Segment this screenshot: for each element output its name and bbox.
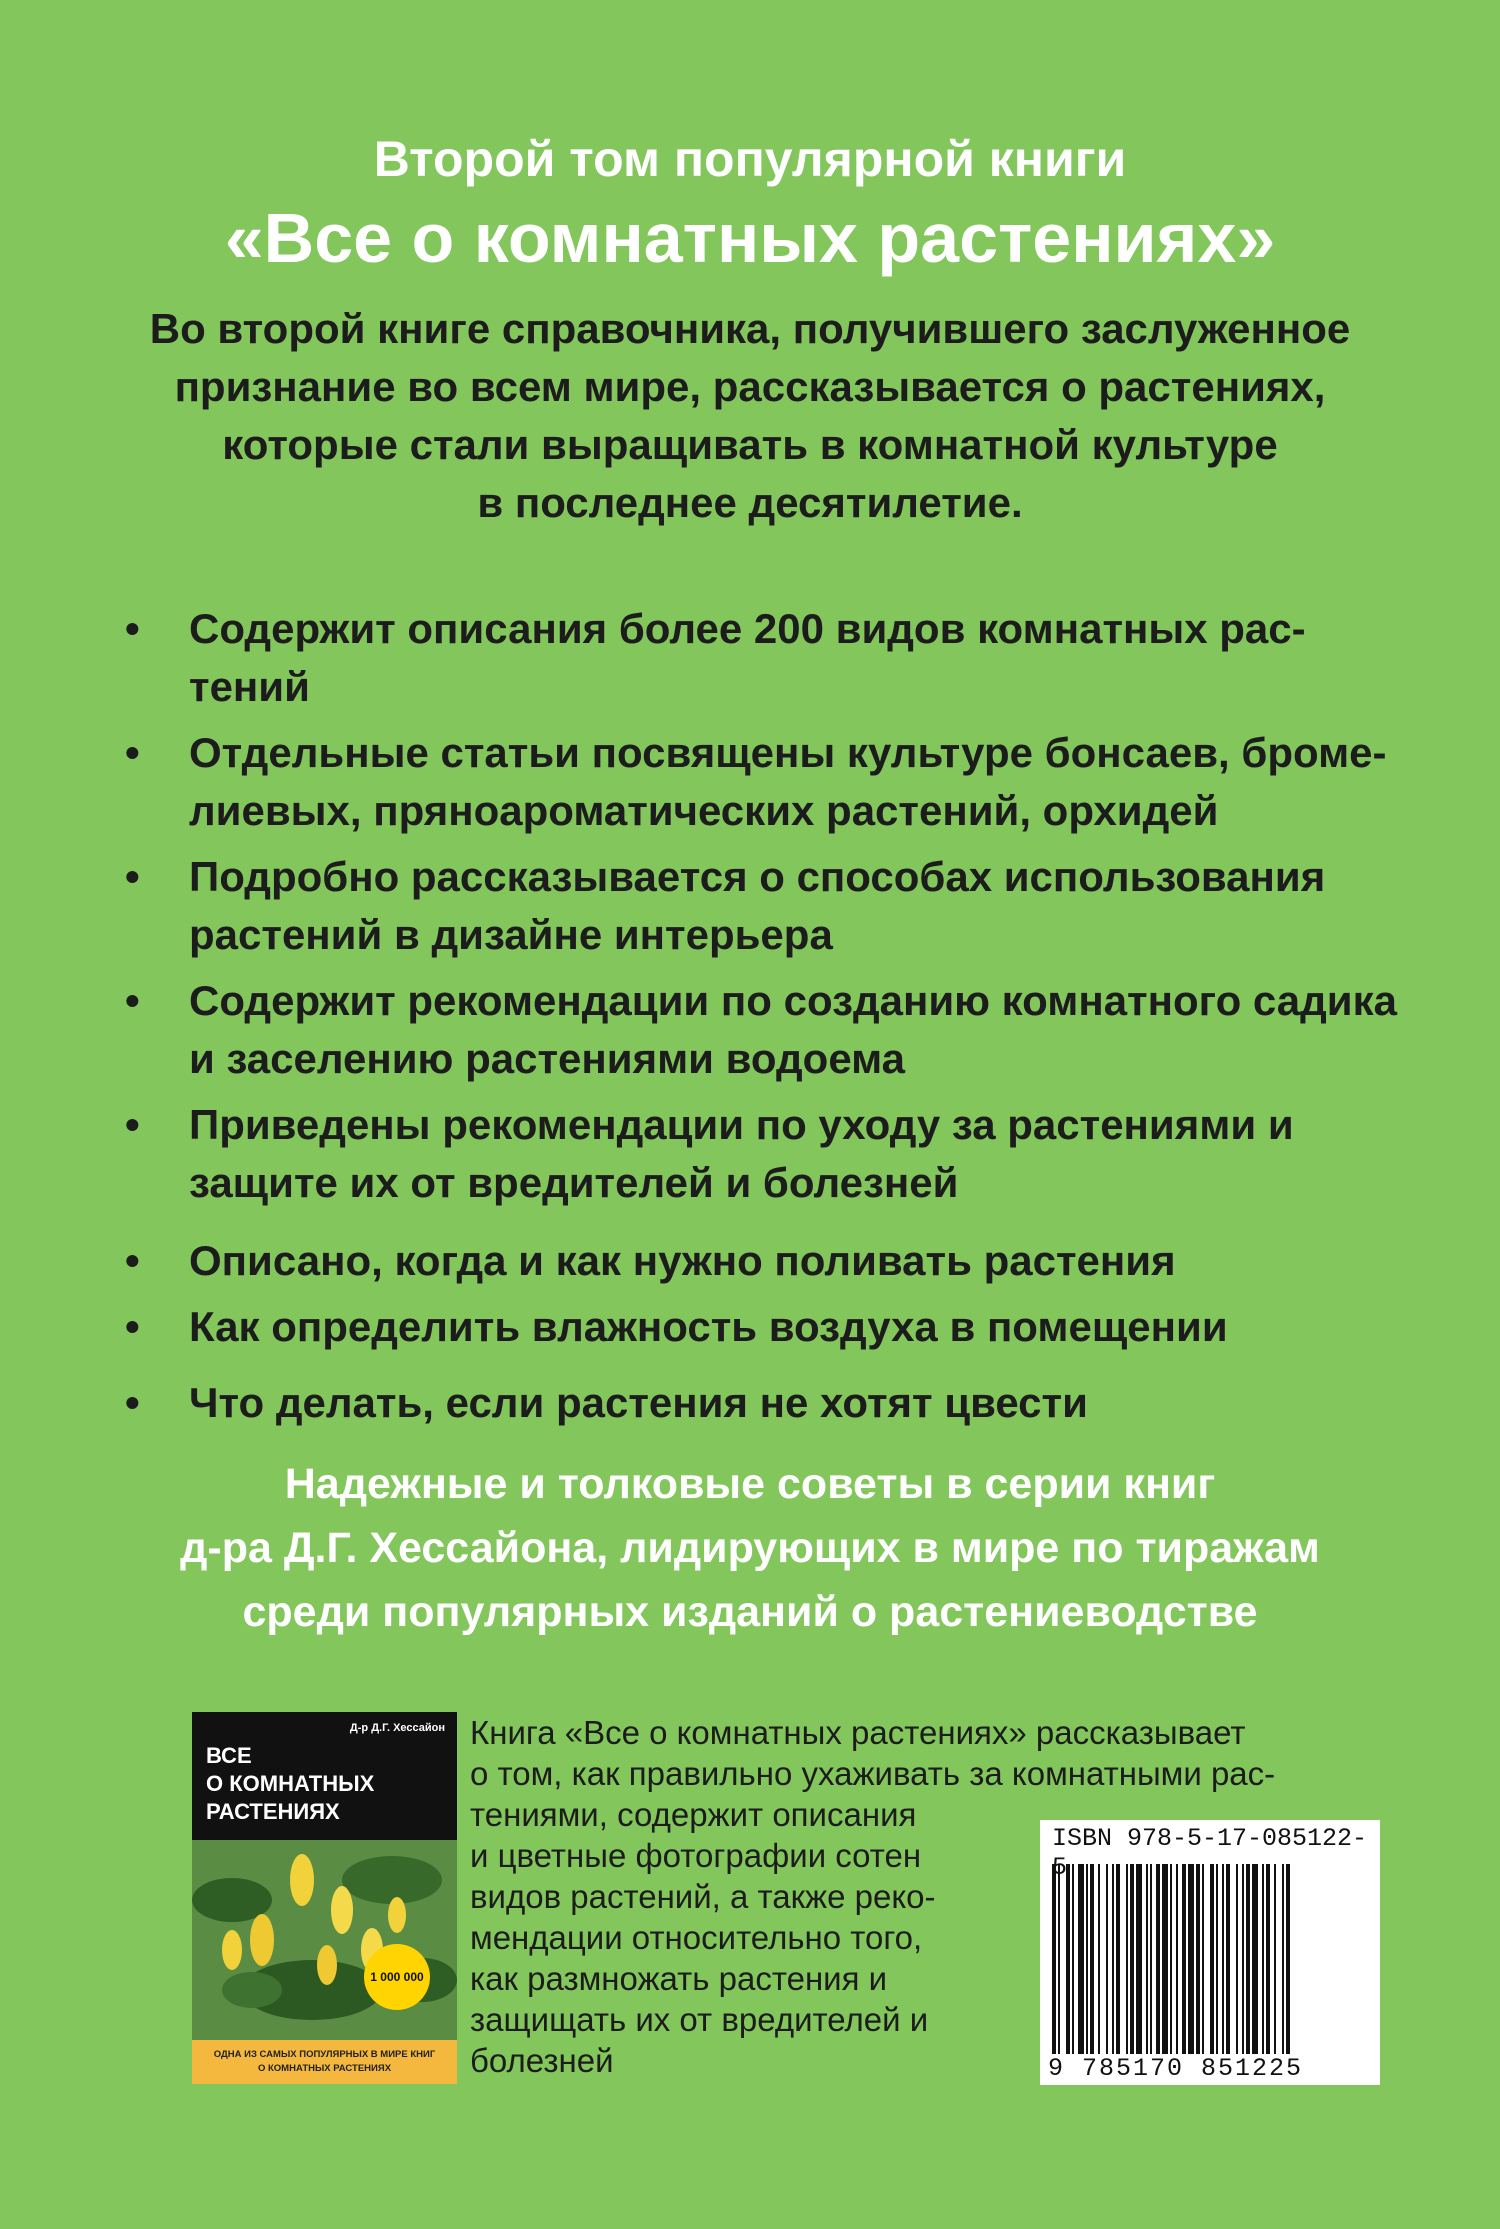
feature-text: Описано, когда и как нужно поливать растения: [189, 1237, 1176, 1284]
barcode-stripe: [1210, 1864, 1214, 2060]
description-line: мендации относительно того,: [470, 1919, 923, 1956]
barcode-bars: [1040, 1820, 1380, 2085]
description-line: о том, как правильно ухаживать за комнатными рас-: [470, 1755, 1276, 1792]
feature-text: Отдельные статьи посвящены культуре бонсаев, броме-: [189, 729, 1387, 776]
intro-line: в последнее десятилетие.: [477, 479, 1023, 526]
intro-line: признание во всем мире, рассказывается о растениях,: [174, 363, 1326, 410]
headline-line2: «Все о комнатных растениях»: [224, 199, 1276, 277]
barcode-stripe: [1058, 1864, 1060, 2060]
barcode-stripe: [1188, 1864, 1194, 2060]
description-line: видов растений, а также реко-: [470, 1878, 936, 1915]
feature-text: лиевых, пряноароматических растений, орхидей: [189, 787, 1219, 834]
barcode-stripe: [1274, 1864, 1276, 2060]
barcode-stripe: [1182, 1864, 1186, 2060]
feature-text: и заселению растениями водоема: [189, 1035, 906, 1082]
barcode-stripe: [1116, 1864, 1120, 2060]
bullet-icon: •: [125, 977, 140, 1024]
cover-tagline: [192, 2040, 457, 2084]
barcode-stripe: [1236, 1864, 1238, 2060]
closing-line: Надежные и толковые советы в серии книг: [284, 1460, 1216, 1508]
barcode-stripe: [1156, 1864, 1160, 2060]
cover-author: Д-р Д.Г. Хессайон: [349, 1722, 445, 1734]
barcode-stripe: [1130, 1864, 1134, 2060]
description-line: и цветные фотографии сотен: [470, 1837, 922, 1874]
feature-text: защите их от вредителей и болезней: [189, 1159, 959, 1206]
bullet-icon: •: [125, 605, 140, 652]
barcode-stripe: [1052, 1864, 1056, 2060]
intro-line: Во второй книге справочника, получившего заслуженное: [149, 305, 1351, 352]
barcode-stripe: [1112, 1864, 1114, 2060]
intro-line: которые стали выращивать в комнатной культуре: [222, 421, 1278, 468]
feature-text: растений в дизайне интерьера: [189, 911, 833, 958]
closing-line: среди популярных изданий о растениеводстве: [242, 1588, 1258, 1636]
cover-plant-photo: [192, 1840, 457, 2040]
description-line: тениями, содержит описания: [470, 1796, 917, 1833]
barcode-stripe: [1126, 1864, 1128, 2060]
description-line: болезней: [470, 2042, 614, 2079]
barcode-stripe: [1226, 1864, 1230, 2060]
barcode-stripe: [1262, 1864, 1264, 2060]
barcode-stripe: [1090, 1864, 1094, 2060]
description-line: как размножать растения и: [470, 1960, 888, 1997]
cover-title-line: О КОМНАТНЫХ: [206, 1771, 375, 1796]
barcode-stripe: [1066, 1864, 1070, 2060]
barcode-stripe: [1282, 1864, 1284, 2060]
barcode-stripe: [1252, 1864, 1258, 2060]
bullet-icon: •: [125, 1379, 140, 1426]
feature-text: Что делать, если растения не хотят цвести: [189, 1379, 1088, 1426]
cover-title-line: РАСТЕНИЯХ: [206, 1799, 340, 1824]
cover-title-line: ВСЕ: [206, 1743, 252, 1768]
barcode-stripe: [1136, 1864, 1142, 2060]
feature-text: Как определить влажность воздуха в помещении: [189, 1303, 1228, 1350]
barcode-stripe: [1266, 1864, 1270, 2060]
cover-tagline-line: ОДНА ИЗ САМЫХ ПОПУЛЯРНЫХ В МИРЕ КНИГ: [213, 2049, 436, 2060]
isbn-digits: 9 785170 851225: [1048, 2054, 1304, 2083]
description-line: Книга «Все о комнатных растениях» рассказывает: [470, 1714, 1246, 1751]
cover-header: [192, 1712, 457, 1840]
bullet-icon: •: [125, 1303, 140, 1350]
feature-text: тений: [189, 663, 310, 710]
barcode-stripe: [1176, 1864, 1178, 2060]
barcode-stripe: [1098, 1864, 1100, 2060]
barcode-stripe: [1086, 1864, 1088, 2060]
barcode-stripe: [1078, 1864, 1084, 2060]
barcode-stripe: [1146, 1864, 1148, 2060]
cover-title: [206, 1742, 446, 1826]
barcode-stripe: [1106, 1864, 1108, 2060]
cover-tagline-line: О КОМНАТНЫХ РАСТЕНИЯХ: [257, 2063, 392, 2074]
headline-line1: Второй том популярной книги: [373, 131, 1127, 187]
plant-illustration: [192, 1840, 457, 2040]
barcode-stripe: [1196, 1864, 1200, 2060]
isbn-label: ISBN 978-5-17-085122-5: [1052, 1824, 1368, 1882]
feature-text: Подробно рассказывается о способах использования: [189, 853, 1326, 900]
barcode-stripe: [1150, 1864, 1152, 2060]
barcode-stripe: [1222, 1864, 1224, 2060]
feature-text: Содержит описания более 200 видов комнатных рас-: [189, 605, 1306, 652]
barcode-stripe: [1162, 1864, 1168, 2060]
barcode-stripe: [1286, 1864, 1290, 2060]
bullet-icon: •: [125, 1237, 140, 1284]
feature-text: Содержит рекомендации по созданию комнатного садика: [189, 977, 1397, 1024]
cover-sales-sticker: 1 000 000: [364, 1944, 430, 2010]
book-cover-thumbnail: [192, 1712, 457, 2084]
feature-text: Приведены рекомендации по уходу за растениями и: [189, 1101, 1294, 1148]
description-line: защищать их от вредителей и: [470, 2001, 929, 2038]
barcode-stripe: [1072, 1864, 1074, 2060]
barcode-stripe: [1216, 1864, 1218, 2060]
bullet-icon: •: [125, 1101, 140, 1148]
bullet-icon: •: [125, 853, 140, 900]
barcode-stripe: [1202, 1864, 1204, 2060]
barcode-stripe: [1242, 1864, 1244, 2060]
bullet-icon: •: [125, 729, 140, 776]
closing-line: д-ра Д.Г. Хессайона, лидирующих в мире по тиражам: [180, 1524, 1320, 1572]
barcode-stripe: [1170, 1864, 1172, 2060]
isbn-barcode: [1040, 1820, 1380, 2085]
barcode-stripe: [1246, 1864, 1250, 2060]
